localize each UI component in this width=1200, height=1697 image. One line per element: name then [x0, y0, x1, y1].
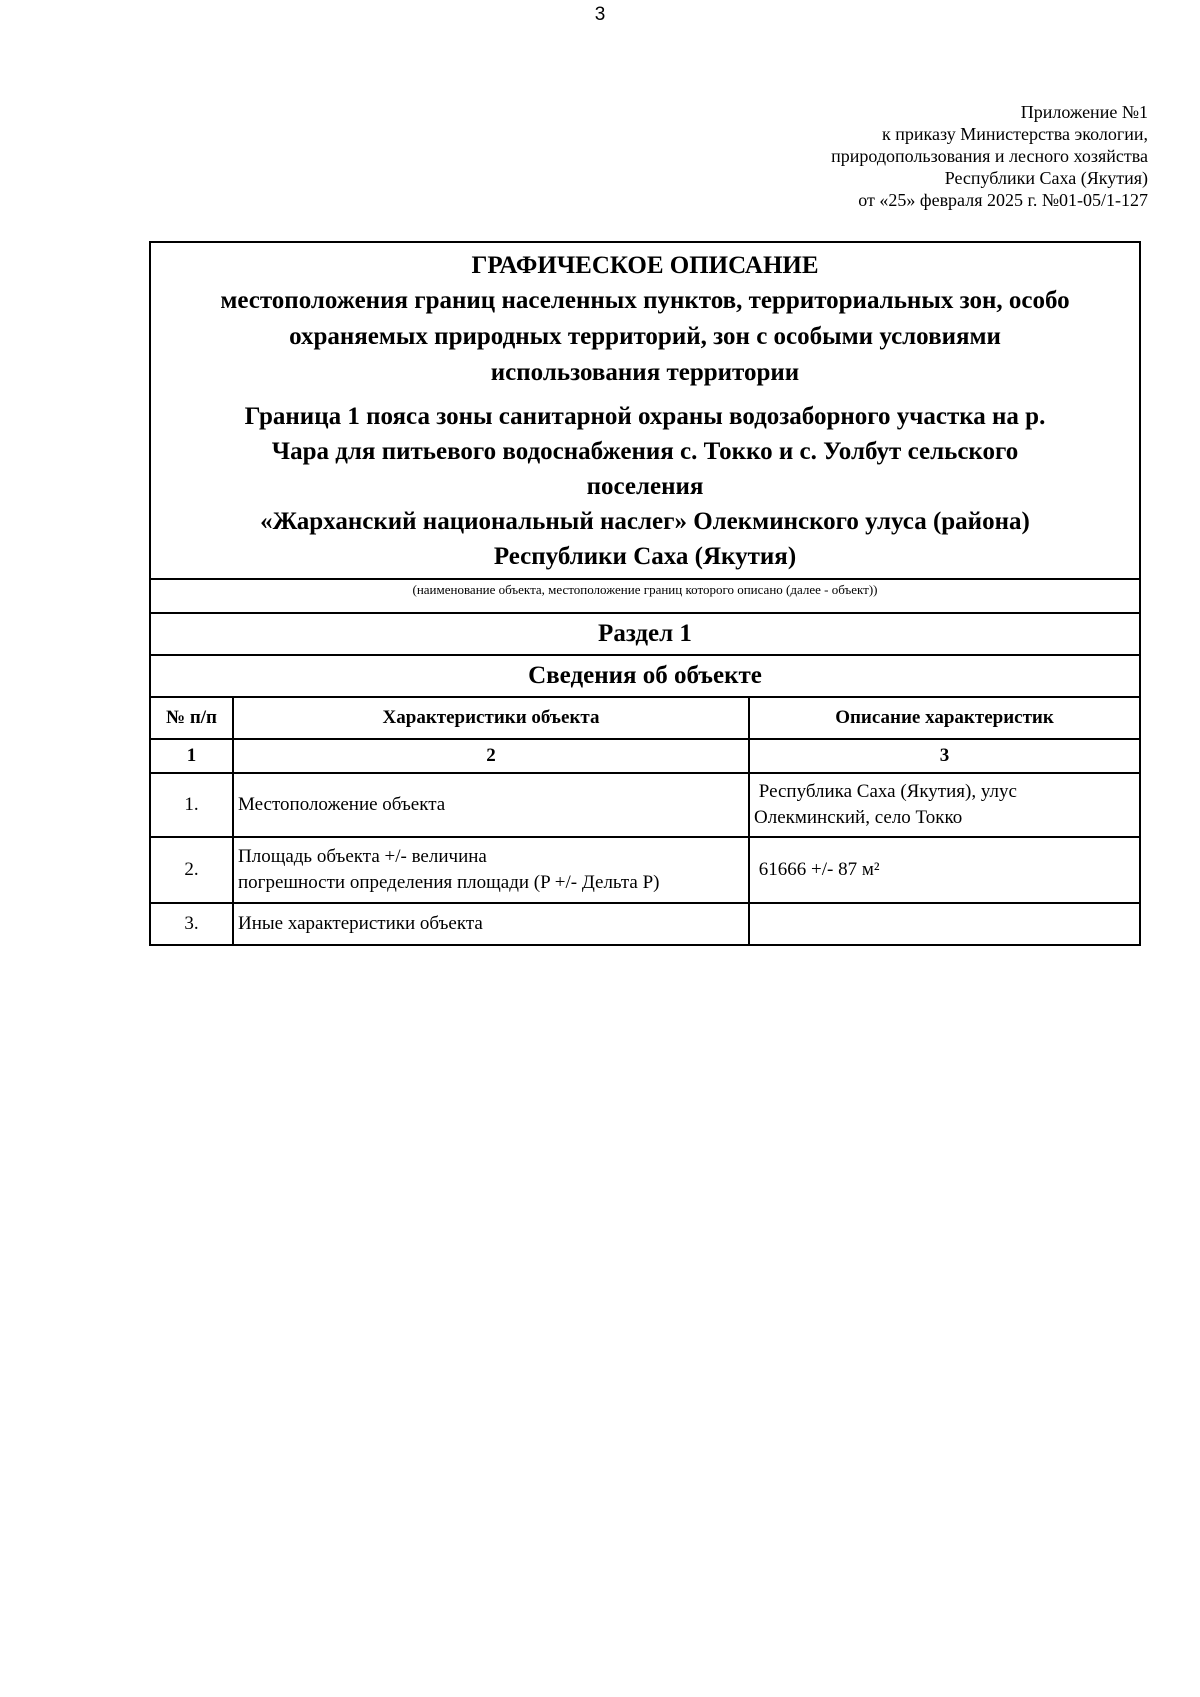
appendix-line: Приложение №1 — [1020, 102, 1148, 122]
row-number: 3. — [150, 903, 233, 945]
column-header-characteristic: Характеристики объекта — [233, 697, 749, 739]
appendix-block — [548, 101, 1148, 211]
document-subtitle — [161, 283, 1129, 391]
row-description — [749, 903, 1140, 945]
object-name-line: Чара для питьевого водоснабжения с. Токко и с. Уолбут сельского — [271, 438, 1019, 465]
column-header-description: Описание характеристик — [749, 697, 1140, 739]
row-characteristic — [233, 773, 749, 837]
appendix-line: к приказу Министерства экологии, — [881, 124, 1148, 144]
column-number: 1 — [150, 739, 233, 773]
subtitle-line: местоположения границ населенных пунктов, территориальных зон, особо — [220, 287, 1070, 314]
column-number: 2 — [233, 739, 749, 773]
column-number: 3 — [749, 739, 1140, 773]
subtitle-line: охраняемых природных территорий, зон с особыми условиями — [289, 323, 1001, 350]
description-line: 61666 +/- 87 м² — [754, 859, 880, 880]
appendix-line: Республики Саха (Якутия) — [944, 168, 1148, 188]
row-characteristic — [233, 837, 749, 903]
object-name-line: Республики Саха (Якутия) — [493, 543, 797, 570]
characteristic-line: Местоположение объекта — [238, 794, 446, 815]
page-number: 3 — [594, 4, 606, 25]
table-row — [150, 837, 1140, 903]
description-line: Республика Саха (Якутия), улус — [754, 781, 1017, 802]
object-caption: (наименование объекта, местоположение границ которого описано (далее - объект)) — [150, 579, 1140, 613]
column-header-number: № п/п — [150, 697, 233, 739]
object-name-line: поселения — [586, 473, 704, 500]
object-name — [161, 399, 1129, 574]
subtitle-line: использования территории — [490, 359, 800, 386]
section-title: Раздел 1 — [150, 613, 1140, 655]
appendix-line: от «25» февраля 2025 г. №01-05/1-127 — [858, 190, 1148, 210]
section-subtitle: Сведения об объекте — [150, 655, 1140, 697]
characteristic-line: Площадь объекта +/- величина — [238, 846, 487, 867]
description-line: Олекминский, село Токко — [754, 807, 963, 828]
object-name-line: «Жарханский национальный наслег» Олекминского улуса (района) — [260, 508, 1030, 535]
table-row — [150, 773, 1140, 837]
row-description — [749, 837, 1140, 903]
characteristic-line: погрешности определения площади (P +/- Дельта P) — [238, 872, 660, 893]
row-number: 1. — [150, 773, 233, 837]
characteristic-line: Иные характеристики объекта — [238, 913, 483, 934]
table-row — [150, 903, 1140, 945]
document-header — [150, 242, 1140, 579]
document-title: ГРАФИЧЕСКОЕ ОПИСАНИЕ — [471, 252, 819, 279]
row-characteristic — [233, 903, 749, 945]
graphic-description-table — [149, 241, 1141, 946]
row-number: 2. — [150, 837, 233, 903]
appendix-line: природопользования и лесного хозяйства — [831, 146, 1148, 166]
object-name-line: Граница 1 пояса зоны санитарной охраны водозаборного участка на р. — [244, 403, 1046, 430]
row-description — [749, 773, 1140, 837]
